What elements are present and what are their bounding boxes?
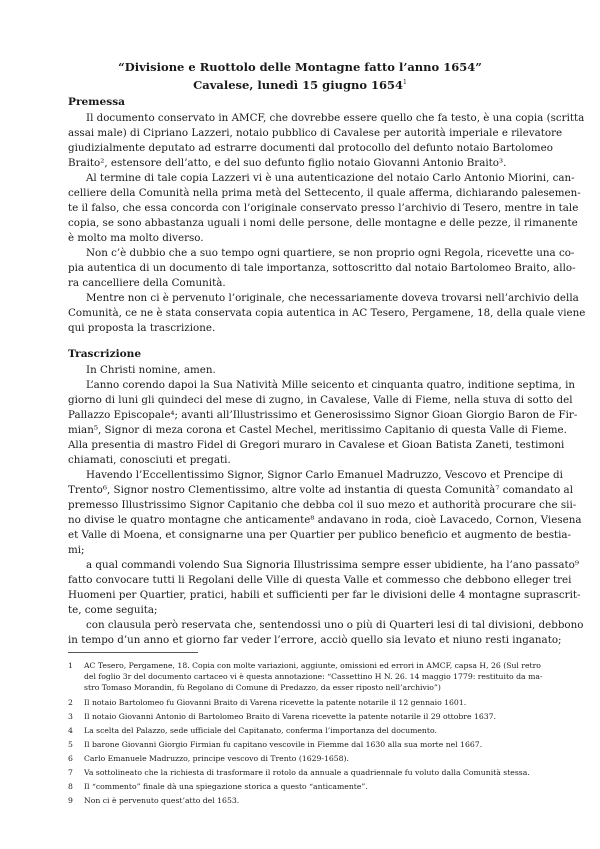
footnote-text: La scelta del Palazzo, sede ufficiale del Capitanato, conferma l’importanza del documento. (84, 726, 437, 735)
footnote-text: Il notaio Giovanni Antonio di Bartolomeo Braito di Varena ricevette la patente notarile il 29 ottobre 1637. (84, 712, 496, 721)
footnote-number: 3 (68, 712, 73, 721)
footnote-line (68, 739, 533, 750)
footnote-text: Il “commento” finale dà una spiegazione storica a questo “anticamente”. (84, 782, 368, 791)
body-line: mi; (68, 544, 85, 556)
footnote-divider (68, 652, 198, 653)
body-line: giudizialmente deputato ad estrarre documenti dal protocollo del defunto notaio Bartolomeo (68, 142, 553, 154)
section-heading-premessa: Premessa (68, 96, 126, 108)
body-line: Al termine di tale copia Lazzeri vi è una autenticazione del notaio Carlo Antonio Miorini, can- (86, 172, 575, 184)
body-line: et Valle di Moena, et consignarne una per Quartier per publico beneficio et augmento de bestia- (68, 529, 572, 541)
body-line: pia autentica di un documento di tale importanza, sottoscritto dal notaio Bartolomeo Braito, allo- (68, 262, 576, 274)
body-line: In Christi nomine, amen. (86, 364, 216, 376)
body-line: fatto convocare tutti li Regolani delle Ville di questa Valle et commesso che debbono elleger trei (68, 574, 572, 586)
footnote-line (68, 795, 533, 806)
body-line: Alla presentia di mastro Fidel di Gregori muraro in Cavalese et Gioan Batista Zaneti, testimoni (68, 439, 565, 451)
body-line: a qual commandi volendo Sua Signoria Illustrissima sempre esser ubidiente, ha l’ano passato⁹ (86, 559, 579, 571)
body-line: qui proposta la trascrizione. (68, 322, 216, 334)
body-line: Havendo l’Eccellentissimo Signor, Signor Carlo Emanuel Madruzzo, Vescovo et Prencipe di (86, 469, 563, 481)
footnote-line: stro Tomaso Morandin, fù Regolano di Comune di Predazzo, da esser riposto nell’archivio”) (84, 683, 441, 692)
body-line: Pallazzo Episcopale⁴; avanti all’Illustrissimo et Generosissimo Signor Gioan Giorgio Baron de Fir- (68, 409, 578, 421)
footnote-line: del foglio 3r del documento cartaceo vi è questa annotazione: “Cassettino H N. 26. 14 maggio 1779: restituito da ma- (84, 672, 543, 681)
footnote-text: Va sottolineato che la richiesta di trasformare il rotolo da annuale a quadriennale fu voluto dalla Comunità stessa. (84, 768, 530, 777)
footnote-text: Il notaio Bartolomeo fu Giovanni Braito di Varena ricevette la patente notarile il 12 gennaio 1601. (84, 698, 467, 707)
footnote-line (68, 725, 533, 736)
footnote-number: 8 (68, 782, 73, 791)
body-line: Non c’è dubbio che a suo tempo ogni quartiere, se non proprio ogni Regola, ricevette una co- (86, 247, 575, 259)
body-line: chiamati, conosciuti et pregati. (68, 454, 231, 466)
footnote-text: Carlo Emanuele Madruzzo, principe vescovo di Trento (1629-1658). (84, 754, 350, 763)
footnote-line (68, 767, 533, 778)
footnote-line (68, 781, 533, 792)
body-line: copia, se sono abbastanza uguali i nomi delle persone, delle montagne e delle pezze, il rimanente (68, 217, 578, 229)
body-line: no divise le quatro montagne che anticamente⁸ andavano in roda, cioè Lavacedo, Cornon, Viesena (68, 514, 582, 526)
footnote-number: 1 (68, 661, 73, 670)
body-line: ra cancelliere della Comunità. (68, 277, 226, 289)
body-line: giorno di luni gli quindeci del mese di zugno, in Cavalese, Valle di Fieme, nella stuva di sotto del (68, 394, 573, 406)
footnote-text: Il barone Giovanni Giorgio Firmian fu capitano vescovile in Fiemme dal 1630 alla sua morte nel 1667. (84, 740, 483, 749)
footnote-text: Non ci è pervenuto quest’atto del 1653. (84, 796, 240, 805)
body-line: con clausula però reservata che, sentendossi uno o più di Quarteri lesi di tal divisioni, debbono (86, 619, 584, 631)
footnote-number: 6 (68, 754, 73, 763)
footnote-number: 4 (68, 726, 73, 735)
body-line: Comunità, ce ne è stata conservata copia autentica in AC Tesero, Pergamene, 18, della quale viene (68, 307, 586, 319)
body-line: te il falso, che essa concorda con l’originale conservato presso l’archivio di Tesero, mentre in tale (68, 202, 579, 214)
body-line: Il documento conservato in AMCF, che dovrebbe essere quello che fa testo, è una copia (scritta (86, 112, 585, 124)
body-line: Mentre non ci è pervenuto l’originale, che necessariamente doveva trovarsi nell’archivio della (86, 292, 579, 304)
body-line: Trento⁶, Signor nostro Clementissimo, altre volte ad instantia di questa Comunità⁷ comandato al (68, 484, 573, 496)
footnote-line (68, 697, 533, 708)
document-subtitle (60, 76, 540, 94)
footnote-ref: 1 (403, 79, 407, 87)
footnote-text: AC Tesero, Pergamene, 18. Copia con molte variazioni, aggiunte, omissioni ed errori in AMCF, capsa H, 26 (Sul retro (84, 661, 541, 670)
body-line: te, come seguita; (68, 604, 158, 616)
footnote-number: 2 (68, 698, 73, 707)
body-line: Braito², estensore dell’atto, e del suo defunto figlio notaio Giovanni Antonio Braito³. (68, 157, 507, 169)
body-line: Huomeni per Quartier, pratici, habili et sufficienti per far le divisioni delle 4 montagne suprascrit- (68, 589, 581, 601)
footnote-number: 5 (68, 740, 73, 749)
body-line: in tempo d’un anno et giorno far veder l’errore, acciò quello sia levato et niuno resti inganato; (68, 634, 562, 646)
body-line: L’anno corendo dapoi la Sua Natività Mille seicento et cinquanta quatro, inditione septima, in (86, 379, 576, 391)
footnote-line (68, 660, 541, 671)
body-line: premesso Illustrissimo Signor Capitanio che debba col il suo mezo et authorità procurare che sii- (68, 499, 577, 511)
section-heading-trascrizione: Trascrizione (68, 348, 142, 360)
footnote-line (68, 711, 533, 722)
body-line: è molto ma molto diverso. (68, 232, 204, 244)
body-line: assai male) di Cipriano Lazzeri, notaio pubblico di Cavalese per autorità imperiale e rilevatore (68, 127, 563, 139)
subtitle-text: Cavalese, lunedì 15 giugno 1654 (193, 78, 404, 92)
body-line: celliere della Comunità nella prima metà del Settecento, il quale afferma, dichiarando palesemen- (68, 187, 581, 199)
footnote-line (68, 753, 533, 764)
document-title: “Divisione e Ruottolo delle Montagne fatto l’anno 1654” (118, 60, 482, 74)
body-line: mian⁵, Signor di meza corona et Castel Mechel, meritissimo Capitanio di questa Valle di Fieme. (68, 424, 567, 436)
footnote-number: 9 (68, 796, 73, 805)
footnote-number: 7 (68, 768, 73, 777)
